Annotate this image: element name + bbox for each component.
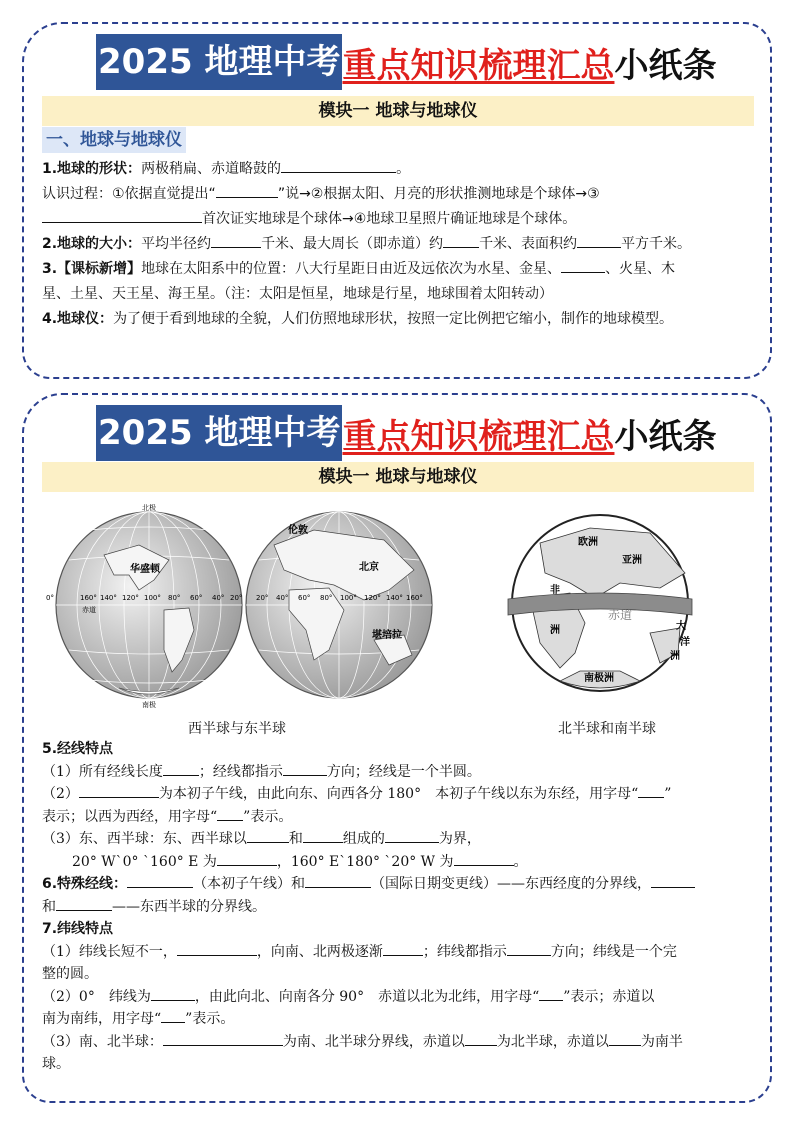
line-5-2: （2） 为本初子午线，由此向东、向西各分 180° 本初子午线以东为东经，用字母“ ” bbox=[42, 783, 754, 806]
tick-e-80: 80° bbox=[320, 594, 333, 602]
tick-e-20: 20° bbox=[256, 594, 269, 602]
tick-e-40: 40° bbox=[276, 594, 289, 602]
section-5-heading: 5.经线特点 bbox=[42, 741, 114, 757]
tick-w-160: 160° bbox=[80, 594, 97, 602]
africa-label-2: 洲 bbox=[550, 625, 560, 636]
summary-card-1 bbox=[22, 22, 772, 379]
tick-w-100: 100° bbox=[144, 594, 161, 602]
tick-w-120: 120° bbox=[122, 594, 139, 602]
card1-text bbox=[42, 157, 754, 332]
line-6-2: 和 ——东西半球的分界线。 bbox=[42, 896, 754, 919]
tick-w-40: 40° bbox=[212, 594, 225, 602]
line-earth-shape: 1.地球的形状：两极稍扁、赤道略鼓的 。 bbox=[42, 157, 754, 182]
tick-w-80: 80° bbox=[168, 594, 181, 602]
module-heading: 模块一 地球与地球仪 bbox=[42, 462, 754, 492]
title-part-highlight: 重点知识梳理汇总 bbox=[342, 416, 615, 457]
africa-label-1: 非 bbox=[550, 585, 560, 596]
module-heading: 模块一 地球与地球仪 bbox=[42, 96, 754, 126]
line-earth-size: 2.地球的大小：平均半径约 千米、最大周长（即赤道）约 千米、表面积约 平方千米。 bbox=[42, 232, 754, 257]
line-7-6: 球。 bbox=[42, 1056, 70, 1072]
hemispheres-caption: 西半球与东半球 bbox=[188, 721, 286, 737]
title-part-year: 2025 地理中考 bbox=[96, 405, 342, 461]
line-globe: 4.地球仪：为了便于看到地球的全貌，人们仿照地球形状，按照一定比例把它缩小，制作的地球模型。 bbox=[42, 311, 674, 327]
hemispheres-figure bbox=[44, 500, 444, 710]
london-label: 伦敦 bbox=[288, 525, 308, 536]
tick-w-20: 20° bbox=[230, 594, 243, 602]
line-7-1: （1）纬线长短不一， ，向南、北两极逐渐 ；纬线都指示 方向；纬线是一个完 bbox=[42, 941, 754, 964]
line-5-4: （3）东、西半球：东、西半球以 和 组成的 为界， bbox=[42, 828, 754, 851]
ocean-label-2: 洋 bbox=[680, 637, 690, 648]
antarctica-label: 南极洲 bbox=[584, 673, 614, 684]
line-7-5: （3）南、北半球： 为南、北半球分界线，赤道以 为北半球，赤道以 为南半 bbox=[42, 1031, 754, 1054]
south-pole-label: 南极 bbox=[142, 701, 156, 709]
card2-text bbox=[42, 738, 754, 1076]
tick-e-100: 100° bbox=[340, 594, 357, 602]
line-recognition-process: 认识过程：①依据直觉提出“ ”说→②根据太阳、月亮的形状推测地球是个球体→③ bbox=[42, 182, 754, 207]
equator-label-west: 赤道 bbox=[82, 606, 96, 614]
canberra-label: 堪培拉 bbox=[372, 630, 402, 641]
north-south-hemisphere-figure bbox=[500, 503, 700, 703]
washington-label: 华盛顿 bbox=[130, 564, 160, 575]
tick-e-60: 60° bbox=[298, 594, 311, 602]
beijing-label: 北京 bbox=[359, 562, 379, 573]
line-7-2: 整的圆。 bbox=[42, 966, 98, 982]
line-6-1: 6.特殊经线： （本初子午线）和 （国际日期变更线）——东西经度的分界线， bbox=[42, 873, 754, 896]
lat-zero-label: 0° bbox=[46, 594, 54, 602]
australia-label: 洲 bbox=[670, 651, 680, 662]
equator-label: 赤道 bbox=[608, 608, 633, 622]
western-hemisphere-globe bbox=[46, 503, 242, 709]
ocean-label-1: 大 bbox=[676, 621, 686, 632]
card-title bbox=[96, 34, 716, 90]
title-part-end: 小纸条 bbox=[614, 416, 717, 457]
line-7-4: 南为南纬，用字母“ ”表示。 bbox=[42, 1008, 754, 1031]
section-heading: 一、地球与地球仪 bbox=[42, 127, 186, 153]
line-5-1: （1）所有经线长度 ；经线都指示 方向；经线是一个半圆。 bbox=[42, 761, 754, 784]
north-pole-label: 北极 bbox=[142, 504, 156, 512]
europe-label: 欧洲 bbox=[578, 537, 598, 548]
title-part-year: 2025 地理中考 bbox=[96, 34, 342, 90]
title-part-end: 小纸条 bbox=[614, 45, 717, 86]
line-solar-system-cont: 星、土星、天王星、海王星。（注：太阳是恒星，地球是行星，地球围着太阳转动） bbox=[42, 286, 553, 302]
title-part-highlight: 重点知识梳理汇总 bbox=[342, 45, 615, 86]
card-title bbox=[96, 405, 716, 461]
north-south-caption: 北半球和南半球 bbox=[558, 721, 656, 737]
eastern-hemisphere-globe bbox=[246, 512, 432, 698]
section-7-heading: 7.纬线特点 bbox=[42, 921, 114, 937]
tick-w-140: 140° bbox=[100, 594, 117, 602]
asia-label: 亚洲 bbox=[622, 555, 642, 566]
tick-w-60: 60° bbox=[190, 594, 203, 602]
summary-card-2 bbox=[22, 393, 772, 1103]
tick-e-160: 160° bbox=[406, 594, 423, 602]
line-5-5: 20° W`0° `160° E 为 ，160° E`180° `20° W 为 。 bbox=[42, 851, 754, 874]
line-recognition-process-cont: 首次证实地球是个球体→④地球卫星照片确证地球是个球体。 bbox=[42, 207, 754, 232]
line-solar-system: 3.【课标新增】地球在太阳系中的位置：八大行星距日由近及远依次为水星、金星、 、火星、木 bbox=[42, 257, 754, 282]
tick-e-140: 140° bbox=[386, 594, 403, 602]
line-5-3: 表示；以西为西经，用字母“ ”表示。 bbox=[42, 806, 754, 829]
tick-e-120: 120° bbox=[364, 594, 381, 602]
line-7-3: （2）0° 纬线为 ，由此向北、向南各分 90° 赤道以北为北纬，用字母“ ”表示；赤道以 bbox=[42, 986, 754, 1009]
